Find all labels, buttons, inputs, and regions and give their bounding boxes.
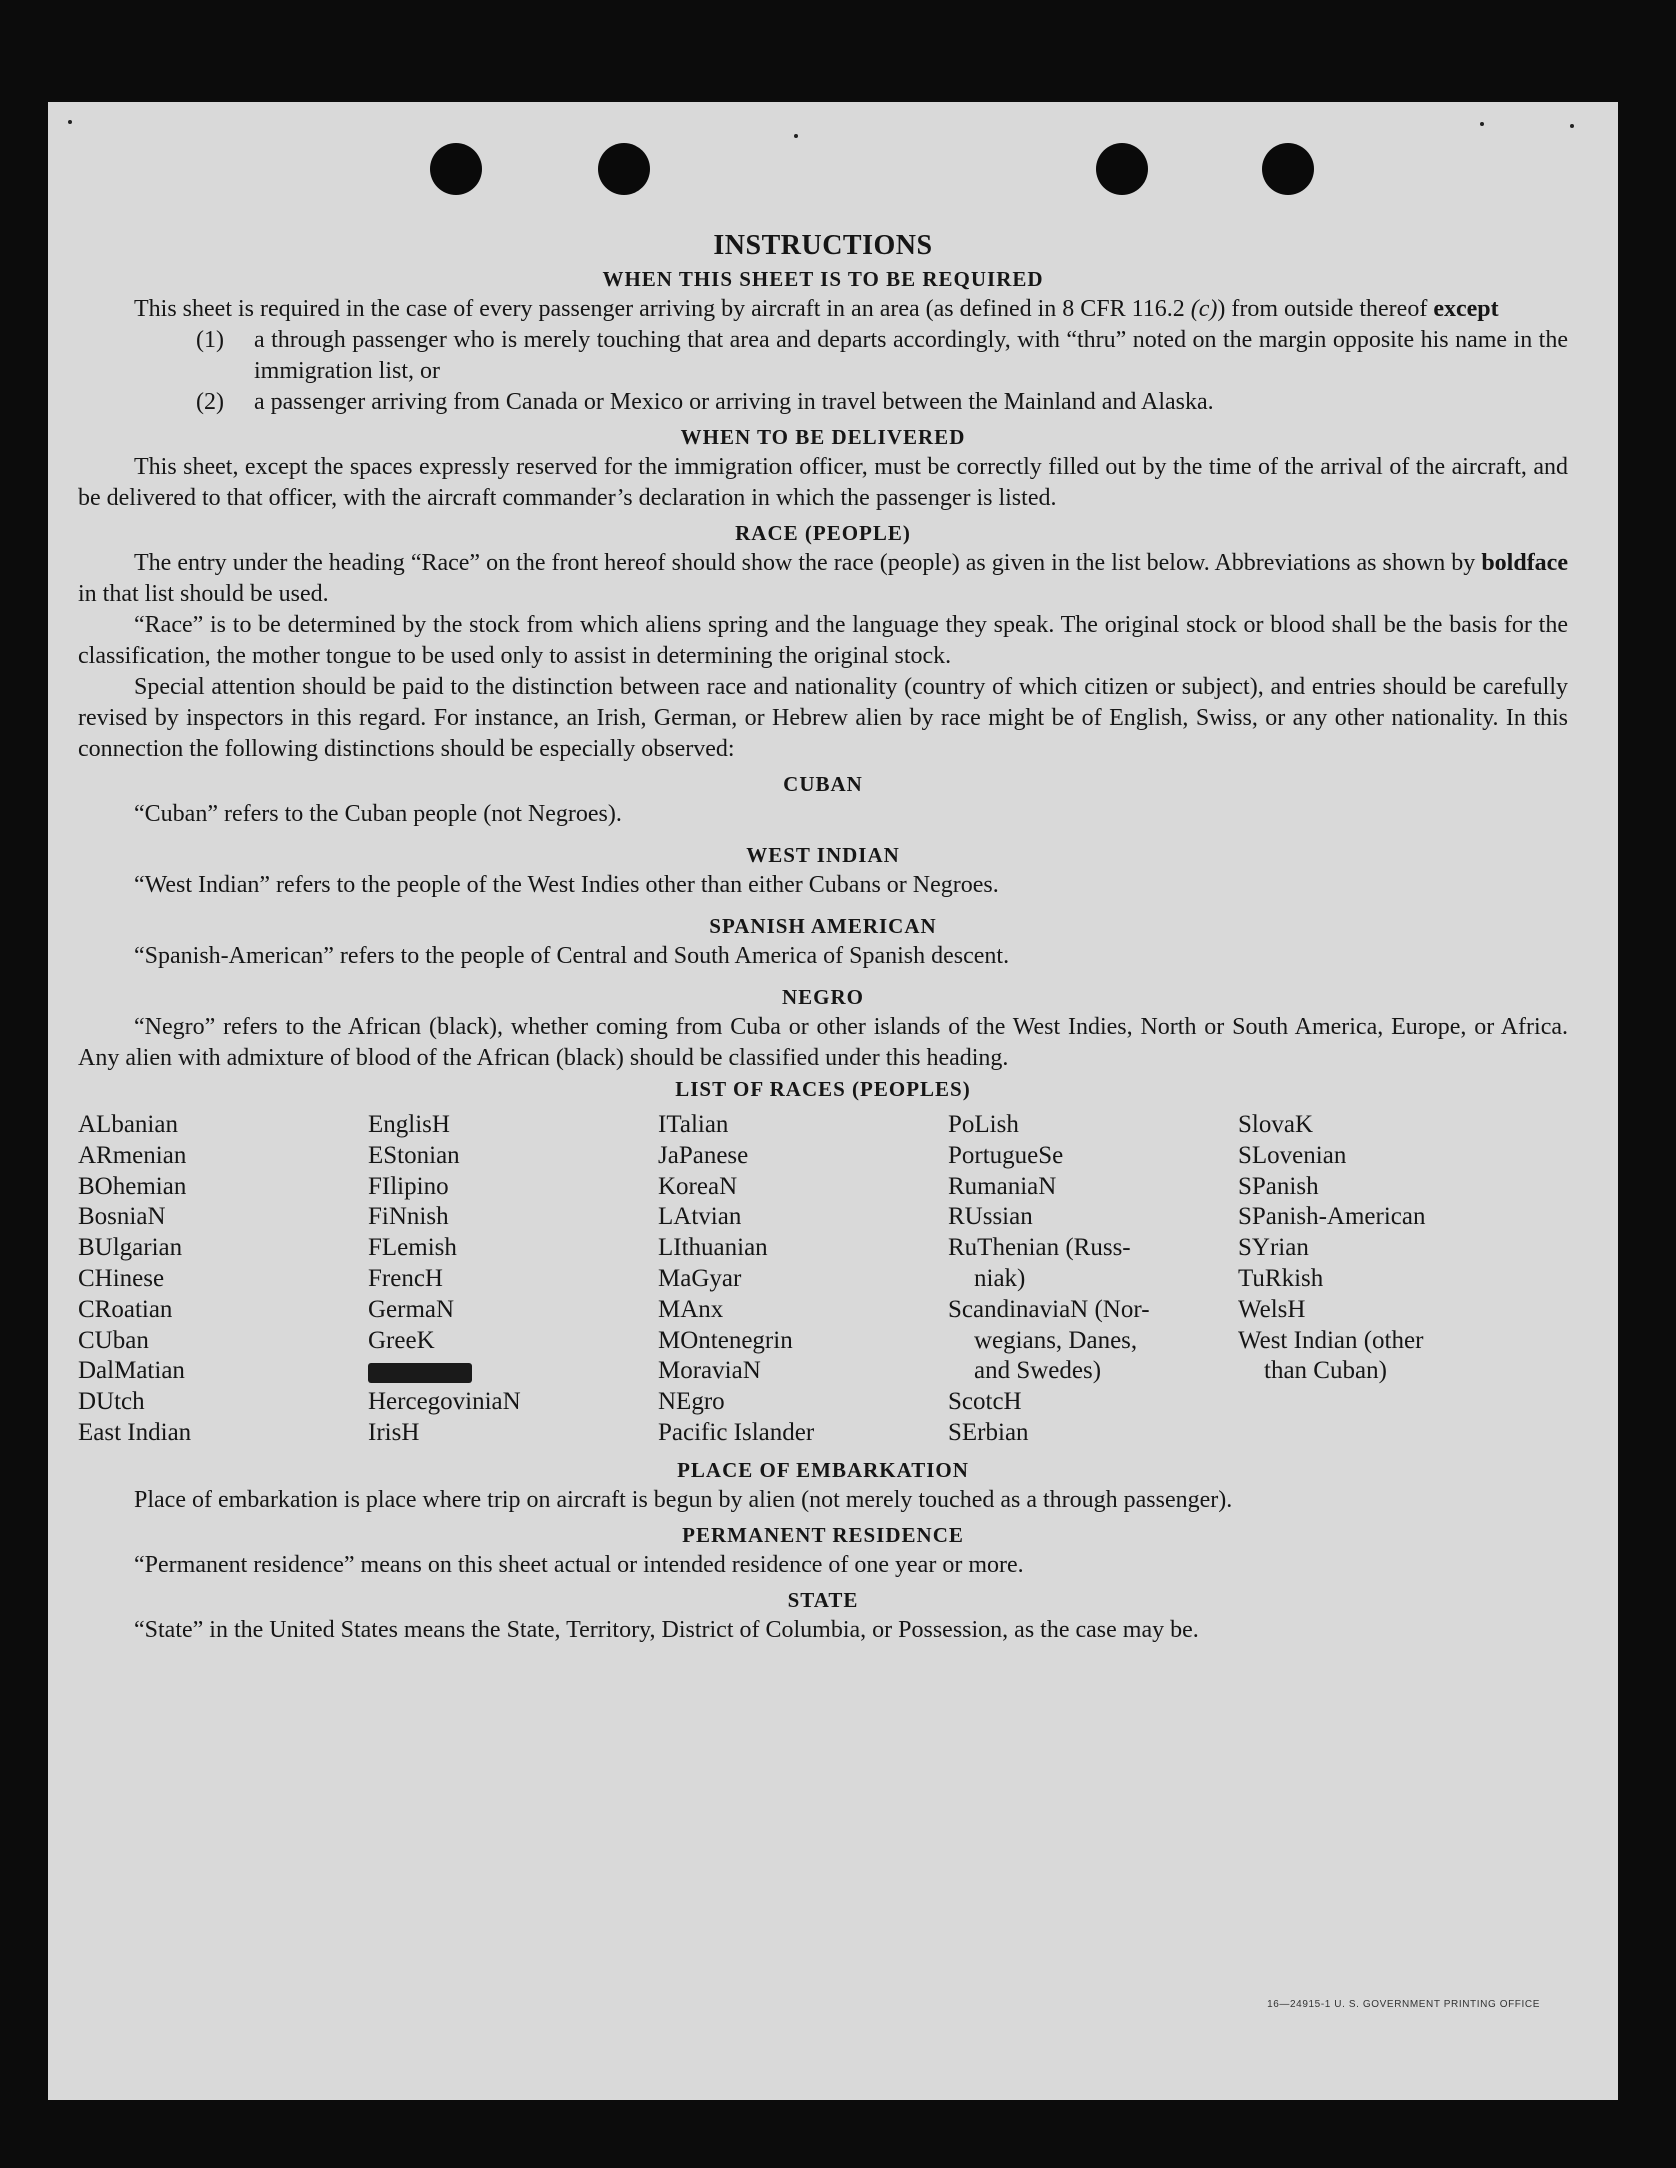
required-intro-text: This sheet is required in the case of every passenger arriving by aircraft in an area (as defined in 8 CFR 116.2 xyxy=(134,296,1191,322)
page-title: INSTRUCTIONS xyxy=(713,230,933,261)
heading-cuban: CUBAN xyxy=(783,772,863,796)
race-entry: SYrian xyxy=(1238,1234,1309,1262)
punch-hole xyxy=(1262,143,1314,195)
speck xyxy=(1480,122,1484,126)
delivered-text: This sheet, except the spaces expressly reserved for the immigration officer, must be correctly filled out by the time of the arrival of the aircraft, and be delivered to that officer, with the aircraft commander’s declaration in which the passenger is listed. xyxy=(78,454,1568,511)
race-entry: MOntenegrin xyxy=(658,1326,793,1354)
heading-list-of-races: LIST OF RACES (PEOPLES) xyxy=(675,1077,971,1101)
race-entry: EnglisH xyxy=(368,1111,450,1138)
race-entry: GreeK xyxy=(368,1326,435,1354)
race-entry: IrisH xyxy=(368,1418,420,1446)
heading-delivered: WHEN TO BE DELIVERED xyxy=(680,425,966,449)
spanish-american-text: “Spanish-American” refers to the people of Central and South America of Spanish descent. xyxy=(134,943,1010,969)
race-entry xyxy=(368,1356,658,1387)
race-entry: MaGyar xyxy=(658,1264,742,1292)
state-text: “State” in the United States means the State, Territory, District of Columbia, or Possession, as the case may be. xyxy=(134,1616,1199,1643)
race-entry: KoreaN xyxy=(658,1172,738,1200)
race-entry: FrencH xyxy=(368,1264,443,1292)
heading-required: WHEN THIS SHEET IS TO BE REQUIRED xyxy=(602,267,1044,291)
heading-residence: PERMANENT RESIDENCE xyxy=(682,1522,964,1547)
heading-state: STATE xyxy=(787,1587,859,1612)
race-entry: Pacific Islander xyxy=(658,1418,815,1446)
race-entry: TuRkish xyxy=(1238,1264,1324,1292)
races-column-5 xyxy=(1238,1110,1528,1449)
redaction-mark xyxy=(368,1363,472,1383)
race-entry: ARmenian xyxy=(78,1141,187,1169)
cuban-text: “Cuban” refers to the Cuban people (not Negroes). xyxy=(134,801,622,827)
required-intro-text-b: ) from outside thereof xyxy=(1217,296,1434,322)
race-paragraph-1 xyxy=(78,548,1568,610)
race-entry: BUlgarian xyxy=(78,1234,183,1262)
race-entry: ScotcH xyxy=(948,1388,1022,1416)
race-entry: MAnx xyxy=(658,1295,724,1323)
race-entry: NEgro xyxy=(658,1388,725,1416)
item-number: (1) xyxy=(196,327,224,353)
race-p1-bold: boldface xyxy=(1481,550,1568,576)
race-entry: WelsH xyxy=(1238,1295,1306,1323)
embarkation-text: Place of embarkation is place where trip on aircraft is begun by alien (not merely touched as a through passenger). xyxy=(134,1486,1233,1513)
race-entry: ScandinaviaN (Nor- xyxy=(948,1295,1150,1323)
race-entry: LIthuanian xyxy=(658,1234,768,1262)
residence-text: “Permanent residence” means on this sheet actual or intended residence of one year or more. xyxy=(134,1551,1024,1578)
race-entry: BosniaN xyxy=(78,1203,166,1231)
race-entry: HercegoviniaN xyxy=(368,1388,521,1416)
race-entry: EStonian xyxy=(368,1141,460,1169)
race-entry: GermaN xyxy=(368,1295,455,1323)
speck xyxy=(68,120,72,124)
race-entry: SlovaK xyxy=(1238,1111,1313,1138)
item-number: (2) xyxy=(196,389,224,415)
races-list xyxy=(78,1110,1568,1449)
race-entry: PoLish xyxy=(948,1111,1019,1138)
punch-hole xyxy=(430,143,482,195)
list-item xyxy=(78,387,1568,418)
punch-hole xyxy=(598,143,650,195)
race-entry: RuThenian (Russ- xyxy=(948,1234,1131,1262)
race-paragraph-3: Special attention should be paid to the distinction between race and nationality (country of which citizen or subject), and entries should be carefully revised by inspectors in this regard. For instance, an Irish, German, or Hebrew alien by race might be of English, Swiss, or any other nationality. In this connection the following distinctions should be especially observed: xyxy=(78,674,1568,762)
race-entry: CHinese xyxy=(78,1264,165,1292)
item-text: a through passenger who is merely touching that area and departs accordingly, with “thru” noted on the margin opposite his name in the immigration list, or xyxy=(254,327,1568,384)
heading-spanish-american: SPANISH AMERICAN xyxy=(709,914,937,938)
races-column-4 xyxy=(948,1110,1238,1449)
document-sheet xyxy=(48,102,1618,2100)
race-entry: RUssian xyxy=(948,1203,1033,1231)
speck xyxy=(1570,124,1574,128)
races-column-1 xyxy=(78,1110,368,1449)
negro-text: “Negro” refers to the African (black), whether coming from Cuba or other islands of the West Indies, North or South America, Europe, or Africa. Any alien with admixture of blood of the African (black) should be classified under this heading. xyxy=(78,1014,1568,1071)
required-intro-except: except xyxy=(1433,296,1499,322)
race-entry: SErbian xyxy=(948,1418,1029,1446)
race-entry: JaPanese xyxy=(658,1141,749,1169)
race-entry: East Indian xyxy=(78,1418,192,1446)
printer-imprint: 16—24915-1 U. S. GOVERNMENT PRINTING OFFICE xyxy=(1267,1999,1540,2010)
race-entry: DalMatian xyxy=(78,1357,185,1385)
race-entry: West Indian (other xyxy=(1238,1326,1424,1354)
race-entry: RumaniaN xyxy=(948,1172,1057,1200)
race-entry: DUtch xyxy=(78,1388,145,1416)
speck xyxy=(794,134,798,138)
race-entry: niak) xyxy=(974,1264,1026,1292)
race-entry: ITalian xyxy=(658,1111,729,1138)
races-column-3 xyxy=(658,1110,948,1449)
punch-hole xyxy=(1096,143,1148,195)
race-entry: FiNnish xyxy=(368,1203,449,1231)
heading-race: RACE (PEOPLE) xyxy=(735,521,911,545)
required-intro xyxy=(78,294,1568,325)
race-entry: CRoatian xyxy=(78,1295,173,1323)
race-entry: MoraviaN xyxy=(658,1357,761,1385)
race-entry: than Cuban) xyxy=(1264,1357,1387,1385)
race-entry: FLemish xyxy=(368,1234,457,1262)
race-p1-text-b: in that list should be used. xyxy=(78,581,329,607)
instructions-body xyxy=(78,228,1568,1646)
race-entry: PortugueSe xyxy=(948,1141,1064,1169)
races-column-2 xyxy=(368,1110,658,1449)
race-entry: SPanish-American xyxy=(1238,1203,1426,1231)
west-indian-text: “West Indian” refers to the people of the West Indies other than either Cubans or Negroes. xyxy=(134,872,999,898)
race-entry: ALbanian xyxy=(78,1111,178,1138)
race-paragraph-2: “Race” is to be determined by the stock from which aliens spring and the language they speak. The original stock or blood shall be the basis for the classification, the mother tongue to be used only to assist in determining the original stock. xyxy=(78,612,1568,669)
list-item xyxy=(78,325,1568,387)
race-entry: CUban xyxy=(78,1326,149,1354)
race-entry: FIlipino xyxy=(368,1172,449,1200)
item-text: a passenger arriving from Canada or Mexico or arriving in travel between the Mainland and Alaska. xyxy=(254,389,1214,415)
race-p1-text: The entry under the heading “Race” on the front hereof should show the race (people) as given in the list below. Abbreviations as shown by xyxy=(134,550,1482,576)
race-entry: wegians, Danes, xyxy=(974,1326,1138,1354)
race-entry: SPanish xyxy=(1238,1172,1319,1200)
required-intro-c: (c) xyxy=(1190,296,1218,322)
heading-embarkation: PLACE OF EMBARKATION xyxy=(677,1457,969,1482)
race-entry: LAtvian xyxy=(658,1203,742,1231)
race-entry: SLovenian xyxy=(1238,1141,1347,1169)
heading-west-indian: WEST INDIAN xyxy=(746,843,900,867)
race-entry: BOhemian xyxy=(78,1172,187,1200)
race-entry: and Swedes) xyxy=(974,1357,1102,1385)
heading-negro: NEGRO xyxy=(781,985,864,1009)
